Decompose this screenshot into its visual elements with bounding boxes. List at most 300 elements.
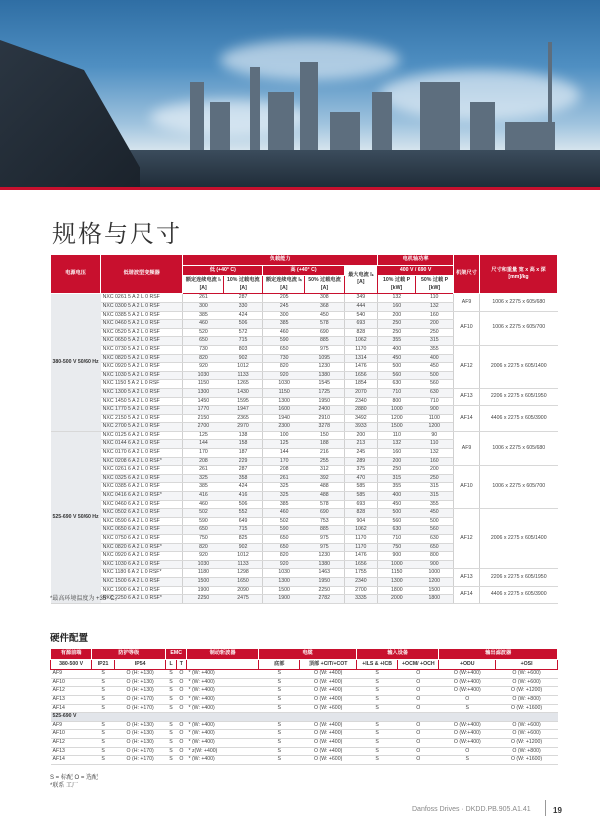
value-cell: 572 xyxy=(224,328,263,337)
hw-row xyxy=(51,687,558,696)
value-cell: 900 xyxy=(416,406,454,415)
hw-value-cell: O (W: +400) xyxy=(300,747,357,756)
model-cell: NXC 0650 5 A 2 L 0 RSF xyxy=(101,337,183,346)
hw-value-cell: S xyxy=(166,695,176,704)
hw-value-cell: O (W: +400) xyxy=(300,678,357,687)
hw-value-cell: S xyxy=(92,721,115,730)
value-cell: 900 xyxy=(416,560,454,569)
value-cell: 450 xyxy=(378,354,416,363)
value-cell: 1180 xyxy=(183,569,224,578)
hw-value-cell: O xyxy=(176,721,186,730)
value-cell: 1170 xyxy=(344,543,378,552)
value-cell: 715 xyxy=(224,526,263,535)
value-cell: 900 xyxy=(378,552,416,561)
value-cell: 2970 xyxy=(224,423,263,432)
hw-th-frame: 有源前端 xyxy=(51,649,92,660)
value-cell: 1500 xyxy=(183,577,224,586)
value-cell: 208 xyxy=(263,466,305,475)
hw-value-cell: O (W: +400) xyxy=(300,721,357,730)
value-cell: 1430 xyxy=(224,388,263,397)
value-cell: 2700 xyxy=(183,423,224,432)
value-cell: 1012 xyxy=(224,552,263,561)
value-cell: 1265 xyxy=(224,380,263,389)
hw-th-input: 输入设备 xyxy=(357,649,439,660)
legend-standard-optional: S = 标配 O = 选配 xyxy=(50,775,99,781)
value-cell: 250 xyxy=(378,328,416,337)
value-cell: 500 xyxy=(378,509,416,518)
value-cell: 255 xyxy=(305,457,344,466)
hw-th-ip54: IP54 xyxy=(114,659,166,670)
hw-value-cell: S xyxy=(357,704,398,713)
value-cell: 308 xyxy=(305,294,344,303)
value-cell: 325 xyxy=(263,492,305,501)
hw-value-cell: * (W: +400) xyxy=(186,678,258,687)
ship-hull xyxy=(0,40,140,190)
spec-row xyxy=(51,388,558,397)
value-cell: 650 xyxy=(416,543,454,552)
hw-value-cell: O (H: +130) xyxy=(114,738,166,747)
model-cell: NXC 0125 6 A 2 L 0 RSF xyxy=(101,431,183,440)
value-cell: 3278 xyxy=(305,423,344,432)
model-cell: NXC 0460 5 A 2 L 0 RSF xyxy=(101,320,183,329)
hw-value-cell: O xyxy=(176,747,186,756)
hw-row xyxy=(51,721,558,730)
frame-cell: AF13 xyxy=(454,388,480,405)
value-cell: 385 xyxy=(183,311,224,320)
value-cell: 250 xyxy=(416,474,454,483)
value-cell: 803 xyxy=(224,345,263,354)
hw-value-cell: O (W: +400) xyxy=(300,670,357,679)
hw-value-cell: S xyxy=(166,670,176,679)
hw-value-cell: O (H: +130) xyxy=(114,687,166,696)
hw-row xyxy=(51,704,558,713)
page-number: 19 xyxy=(553,806,562,815)
model-cell: NXC 0261 6 A 2 L 0 RSF xyxy=(101,466,183,475)
value-cell: 1755 xyxy=(344,569,378,578)
dims-cell: 1006 x 2275 x 605/700 xyxy=(480,311,558,345)
value-cell: 650 xyxy=(183,337,224,346)
value-cell: 385 xyxy=(183,483,224,492)
hw-value-cell: O (W: +600) xyxy=(496,670,558,679)
value-cell: 1380 xyxy=(305,371,344,380)
spec-body xyxy=(51,294,558,603)
value-cell: 1463 xyxy=(305,569,344,578)
value-cell: 560 xyxy=(378,371,416,380)
value-cell: 540 xyxy=(344,311,378,320)
hw-value-cell: S xyxy=(357,695,398,704)
value-cell: 820 xyxy=(183,543,224,552)
value-cell: 552 xyxy=(224,509,263,518)
hw-th-cable: 电缆 xyxy=(259,649,357,660)
value-cell: 1900 xyxy=(183,586,224,595)
value-cell: 1800 xyxy=(378,586,416,595)
value-cell: 315 xyxy=(416,483,454,492)
dims-cell: 2006 x 2275 x 605/1400 xyxy=(480,345,558,388)
hw-value-cell: O (H: +130) xyxy=(114,730,166,739)
value-cell: 460 xyxy=(263,509,305,518)
value-cell: 312 xyxy=(305,466,344,475)
value-cell: 416 xyxy=(183,492,224,501)
spec-row xyxy=(51,569,558,578)
value-cell: 200 xyxy=(378,457,416,466)
th-p10: 10% 过载 P [kW] xyxy=(378,276,416,294)
value-cell: 132 xyxy=(378,440,416,449)
value-cell: 1030 xyxy=(183,371,224,380)
value-cell: 245 xyxy=(344,449,378,458)
value-cell: 1030 xyxy=(263,380,305,389)
value-cell: 325 xyxy=(263,483,305,492)
hw-frame-cell: AF13 xyxy=(51,695,92,704)
hw-value-cell: O (H: +170) xyxy=(114,756,166,765)
value-cell: 650 xyxy=(263,345,305,354)
value-cell: 330 xyxy=(224,302,263,311)
value-cell: 520 xyxy=(183,328,224,337)
value-cell: 500 xyxy=(416,371,454,380)
value-cell: 385 xyxy=(263,320,305,329)
value-cell: 2090 xyxy=(224,586,263,595)
spec-row xyxy=(51,466,558,475)
hw-value-cell: O (W: +800) xyxy=(496,695,558,704)
value-cell: 1200 xyxy=(378,414,416,423)
value-cell: 300 xyxy=(183,302,224,311)
value-cell: 1133 xyxy=(224,560,263,569)
value-cell: 300 xyxy=(263,311,305,320)
value-cell: 160 xyxy=(378,302,416,311)
hw-frame-cell: AF10 xyxy=(51,730,92,739)
value-cell: 902 xyxy=(224,543,263,552)
hw-value-cell: * (W: +400) xyxy=(186,730,258,739)
dims-cell: 1006 x 2275 x 605/680 xyxy=(480,431,558,465)
hw-frame-cell: AF9 xyxy=(51,670,92,679)
value-cell: 3492 xyxy=(344,414,378,423)
legend xyxy=(50,774,98,790)
model-cell: NXC 2700 5 A 2 L 0 RSF xyxy=(101,423,183,432)
value-cell: 2475 xyxy=(224,595,263,604)
value-cell: 1725 xyxy=(305,388,344,397)
hw-row xyxy=(51,756,558,765)
hw-value-cell: S xyxy=(92,756,115,765)
hw-voltage-label: 525-690 V xyxy=(51,713,558,722)
value-cell: 630 xyxy=(378,380,416,389)
value-cell: 902 xyxy=(224,354,263,363)
hw-value-cell: O (W: +400) xyxy=(300,730,357,739)
value-cell: 710 xyxy=(416,397,454,406)
hw-value-cell: S xyxy=(357,730,398,739)
hw-value-cell: S xyxy=(439,704,496,713)
value-cell: 315 xyxy=(416,492,454,501)
value-cell: 1940 xyxy=(263,414,305,423)
hw-value-cell: O (W: +600) xyxy=(300,704,357,713)
hw-value-cell: O (W: +800) xyxy=(496,747,558,756)
model-cell: NXC 0730 5 A 2 L 0 RSF xyxy=(101,345,183,354)
value-cell: 500 xyxy=(378,363,416,372)
hw-value-cell: S xyxy=(166,747,176,756)
temp-note: *最高环境温度为 +35° C。 xyxy=(50,596,121,602)
value-cell: 488 xyxy=(305,492,344,501)
th-motor-shaft-power: 电机轴功率 xyxy=(378,255,454,266)
spec-row xyxy=(51,509,558,518)
value-cell: 144 xyxy=(183,440,224,449)
hw-th-protection: 防护等级 xyxy=(92,649,166,660)
value-cell: 1000 xyxy=(378,560,416,569)
th-max-current: 最大电流 Iₛ [A] xyxy=(344,265,378,294)
value-cell: 188 xyxy=(305,440,344,449)
frame-cell: AF14 xyxy=(454,586,480,603)
value-cell: 1500 xyxy=(416,586,454,595)
value-cell: 208 xyxy=(183,457,224,466)
spec-row xyxy=(51,406,558,415)
hw-value-cell: O (W: +1600) xyxy=(496,756,558,765)
value-cell: 1545 xyxy=(305,380,344,389)
model-cell: NXC 0325 6 A 2 L 0 RSF xyxy=(101,474,183,483)
hw-th-ocm: +OCM/ +OCH xyxy=(398,659,439,670)
value-cell: 375 xyxy=(344,466,378,475)
value-cell: 2880 xyxy=(344,406,378,415)
value-cell: 750 xyxy=(378,543,416,552)
value-cell: 450 xyxy=(416,363,454,372)
value-cell: 820 xyxy=(263,363,305,372)
value-cell: 488 xyxy=(305,483,344,492)
hw-th-output: 输出滤波器 xyxy=(439,649,558,660)
hw-th-t: T xyxy=(176,659,186,670)
value-cell: 160 xyxy=(416,311,454,320)
value-cell: 287 xyxy=(224,294,263,303)
model-cell: NXC 1030 5 A 2 L 0 RSF xyxy=(101,371,183,380)
value-cell: 1600 xyxy=(263,406,305,415)
spec-row xyxy=(51,586,558,595)
hw-th-ip21: IP21 xyxy=(92,659,115,670)
value-cell: 110 xyxy=(378,431,416,440)
model-cell: NXC 0820 6 A 2 L 0 RSF* xyxy=(101,543,183,552)
hw-value-cell: O xyxy=(439,695,496,704)
hw-value-cell: * (W: +400) xyxy=(186,721,258,730)
hw-row xyxy=(51,670,558,679)
page-title: 规格与尺寸 xyxy=(52,220,182,248)
hw-value-cell: * (W: +400) xyxy=(186,738,258,747)
hw-value-cell: O xyxy=(398,695,439,704)
hw-value-cell: S xyxy=(92,670,115,679)
dims-cell: 2006 x 2275 x 605/1400 xyxy=(480,509,558,569)
dims-cell: 2206 x 2275 x 605/1950 xyxy=(480,388,558,405)
value-cell: 424 xyxy=(224,311,263,320)
value-cell: 200 xyxy=(344,431,378,440)
value-cell: 1012 xyxy=(224,363,263,372)
value-cell: 730 xyxy=(263,354,305,363)
value-cell: 1030 xyxy=(183,560,224,569)
hw-value-cell: S xyxy=(92,695,115,704)
value-cell: 150 xyxy=(305,431,344,440)
hw-value-cell: S xyxy=(92,687,115,696)
hw-row xyxy=(51,747,558,756)
dims-cell: 4406 x 2275 x 605/3900 xyxy=(480,586,558,603)
hw-value-cell: O xyxy=(176,704,186,713)
value-cell: 90 xyxy=(416,431,454,440)
value-cell: 1800 xyxy=(416,595,454,604)
value-cell: 975 xyxy=(305,345,344,354)
hw-value-cell: S xyxy=(92,678,115,687)
dims-cell: 2206 x 2275 x 605/1950 xyxy=(480,569,558,586)
hw-value-cell: O xyxy=(176,670,186,679)
value-cell: 1000 xyxy=(416,569,454,578)
model-cell: NXC 0520 5 A 2 L 0 RSF xyxy=(101,328,183,337)
value-cell: 1300 xyxy=(183,388,224,397)
value-cell: 444 xyxy=(344,302,378,311)
value-cell: 100 xyxy=(263,431,305,440)
value-cell: 138 xyxy=(224,431,263,440)
model-cell: NXC 0920 6 A 2 L 0 RSF xyxy=(101,552,183,561)
hw-th-brake: 制动斩波器 xyxy=(186,649,258,660)
value-cell: 2250 xyxy=(305,586,344,595)
hw-value-cell: O (H: +130) xyxy=(114,678,166,687)
value-cell: 385 xyxy=(263,500,305,509)
frame-cell: AF12 xyxy=(454,509,480,569)
model-cell: NXC 0920 5 A 2 L 0 RSF xyxy=(101,363,183,372)
model-cell: NXC 0460 6 A 2 L 0 RSF xyxy=(101,500,183,509)
value-cell: 630 xyxy=(416,388,454,397)
hw-frame-cell: AF14 xyxy=(51,756,92,765)
value-cell: 205 xyxy=(263,294,305,303)
value-cell: 1950 xyxy=(305,397,344,406)
value-cell: 975 xyxy=(305,535,344,544)
value-cell: 2300 xyxy=(263,423,305,432)
hw-value-cell: O (W:+400) xyxy=(439,730,496,739)
value-cell: 820 xyxy=(183,354,224,363)
value-cell: 229 xyxy=(224,457,263,466)
value-cell: 1030 xyxy=(263,569,305,578)
hw-value-cell: O (W:+400) xyxy=(439,678,496,687)
value-cell: 132 xyxy=(416,302,454,311)
value-cell: 2340 xyxy=(344,397,378,406)
value-cell: 1170 xyxy=(344,535,378,544)
hw-value-cell: * (W: +400) xyxy=(186,695,258,704)
model-cell: NXC 1900 6 A 2 L 0 RSF xyxy=(101,586,183,595)
value-cell: 630 xyxy=(416,535,454,544)
hw-value-cell: S xyxy=(166,704,176,713)
frame-cell: AF9 xyxy=(454,431,480,465)
value-cell: 502 xyxy=(263,517,305,526)
value-cell: 1500 xyxy=(263,586,305,595)
value-cell: 245 xyxy=(263,302,305,311)
value-cell: 2340 xyxy=(344,577,378,586)
value-cell: 250 xyxy=(378,320,416,329)
model-cell: NXC 0502 6 A 2 L 0 RSF xyxy=(101,509,183,518)
value-cell: 355 xyxy=(378,337,416,346)
hw-value-cell: * (W: +400) xyxy=(186,704,258,713)
value-cell: 400 xyxy=(378,345,416,354)
frame-cell: AF14 xyxy=(454,406,480,432)
spec-row xyxy=(51,431,558,440)
hw-value-cell: S xyxy=(357,678,398,687)
hw-value-cell: O xyxy=(176,695,186,704)
value-cell: 1650 xyxy=(224,577,263,586)
value-cell: 200 xyxy=(416,320,454,329)
hw-value-cell: S xyxy=(357,738,398,747)
value-cell: 578 xyxy=(305,500,344,509)
hw-th-volt: 380-500 V xyxy=(51,659,92,670)
model-cell: NXC 1180 6 A 2 L 0 RSF* xyxy=(101,569,183,578)
value-cell: 649 xyxy=(224,517,263,526)
value-cell: 710 xyxy=(378,388,416,397)
value-cell: 315 xyxy=(416,337,454,346)
value-cell: 132 xyxy=(378,294,416,303)
hw-value-cell: O (H: +170) xyxy=(114,747,166,756)
frame-cell: AF12 xyxy=(454,345,480,388)
hw-value-cell: S xyxy=(166,721,176,730)
value-cell: 1298 xyxy=(224,569,263,578)
hw-frame-cell: AF9 xyxy=(51,721,92,730)
hw-value-cell: O xyxy=(398,687,439,696)
value-cell: 585 xyxy=(344,483,378,492)
hw-row xyxy=(51,738,558,747)
value-cell: 590 xyxy=(263,526,305,535)
value-cell: 1854 xyxy=(344,380,378,389)
value-cell: 590 xyxy=(263,337,305,346)
value-cell: 560 xyxy=(378,517,416,526)
hw-row xyxy=(51,730,558,739)
model-cell: NXC 0650 6 A 2 L 0 RSF xyxy=(101,526,183,535)
value-cell: 170 xyxy=(263,457,305,466)
value-cell: 216 xyxy=(305,449,344,458)
frame-cell: AF9 xyxy=(454,294,480,311)
hw-value-cell: S xyxy=(259,721,300,730)
model-cell: NXC 1150 5 A 2 L 0 RSF xyxy=(101,380,183,389)
frame-cell: AF10 xyxy=(454,311,480,345)
value-cell: 160 xyxy=(416,457,454,466)
hw-value-cell: * (W: +400) xyxy=(186,670,258,679)
value-cell: 1230 xyxy=(305,363,344,372)
value-cell: 187 xyxy=(224,449,263,458)
value-cell: 3933 xyxy=(344,423,378,432)
value-cell: 506 xyxy=(224,320,263,329)
value-cell: 261 xyxy=(183,466,224,475)
value-cell: 1095 xyxy=(305,354,344,363)
hw-value-cell: O xyxy=(176,687,186,696)
hw-th-blank xyxy=(186,659,258,670)
model-cell: NXC 0170 6 A 2 L 0 RSF xyxy=(101,449,183,458)
hardware-body xyxy=(51,670,558,765)
hw-value-cell: S xyxy=(259,704,300,713)
spec-row xyxy=(51,311,558,320)
model-cell: NXC 0261 5 A 2 L 0 RSF xyxy=(101,294,183,303)
hw-value-cell: O (W: +600) xyxy=(496,730,558,739)
th-mains-voltage: 电源电压 xyxy=(51,255,101,294)
value-cell: 460 xyxy=(183,320,224,329)
value-cell: 460 xyxy=(263,328,305,337)
hardware-title: 硬件配置 xyxy=(50,633,89,644)
value-cell: 450 xyxy=(416,509,454,518)
model-cell: NXC 0820 5 A 2 L 0 RSF xyxy=(101,354,183,363)
value-cell: 650 xyxy=(263,543,305,552)
value-cell: 1770 xyxy=(183,406,224,415)
value-cell: 502 xyxy=(183,509,224,518)
hardware-table xyxy=(50,648,558,765)
value-cell: 160 xyxy=(378,449,416,458)
value-cell: 828 xyxy=(344,328,378,337)
value-cell: 715 xyxy=(224,337,263,346)
hw-th-osi: +OSI xyxy=(496,659,558,670)
value-cell: 800 xyxy=(416,552,454,561)
value-cell: 3335 xyxy=(344,595,378,604)
model-cell: NXC 0208 6 A 2 L 0 RSF* xyxy=(101,457,183,466)
hw-value-cell: O xyxy=(398,738,439,747)
footer-divider xyxy=(545,800,546,816)
value-cell: 400 xyxy=(378,492,416,501)
value-cell: 2700 xyxy=(344,586,378,595)
hw-value-cell: O (W: +600) xyxy=(496,678,558,687)
hw-th-bottom: 底部 xyxy=(259,659,300,670)
hw-value-cell: S xyxy=(92,747,115,756)
value-cell: 500 xyxy=(416,517,454,526)
